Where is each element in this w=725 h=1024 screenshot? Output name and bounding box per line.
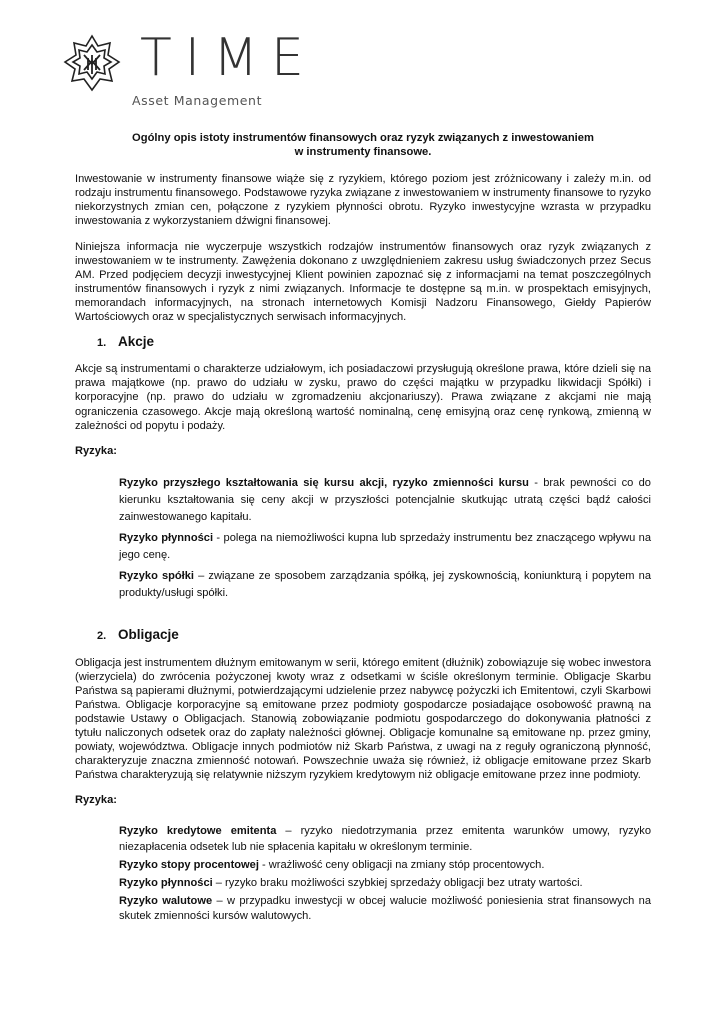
risk-description: – w przypadku inwestycji w obcej walucie możliwość poniesienia strat finansowych na skutek zmienności kursów walutowych. xyxy=(119,895,652,923)
section-number: 1. xyxy=(97,337,107,350)
risks-label: Ryzyka: xyxy=(75,444,117,457)
document-title xyxy=(75,131,651,159)
risk-item xyxy=(119,876,651,891)
intro-paragraph-1: Inwestowanie w instrumenty finansowe wiąże się z ryzykiem, którego poziom jest zróżnicowany i zależy m.in. od rodzaju instrumentu finansowego. Podstawowe ryzyka związane z inwestowaniem w instrumenty finansowe to ryzyko niekorzystnych zmian cen, połączone z ryzykiem płynności obrotu. Ryzyko inwestycyjne wzrasta w przypadku inwestowania z wykorzystaniem dźwigni finansowej. xyxy=(75,173,651,228)
risk-description: – związane ze sposobem zarządzania spółką, jej zyskownością, koniunkturą i popytem na produkty/usługi spółki. xyxy=(119,570,651,600)
risk-description: – ryzyko braku możliwości szybkiej sprzedaży obligacji bez utraty wartości. xyxy=(212,877,583,890)
logo-tagline: Asset Management xyxy=(132,93,263,108)
document-title-line1: Ogólny opis istoty instrumentów finansowych oraz ryzyk związanych z inwestowaniem xyxy=(132,132,594,144)
risk-item xyxy=(119,530,651,564)
risk-description: - polega na niemożliwości kupna lub sprzedaży instrumentu bez znaczącego wpływu na jego cenę. xyxy=(119,532,651,562)
section-title: Obligacje xyxy=(118,627,179,643)
section-obligacje-body: Obligacja jest instrumentem dłużnym emitowanym w serii, którego emitent (dłużnik) zobowiązuje się wobec inwestora (wierzyciela) do zwrócenia pożyczonej kwoty wraz z odsetkami w ściśle określonym terminie. Obligacje Skarbu Państwa są papierami dłużnymi, potwierdzającymi udzielenie przez nabywcę pożyczki ich Emitentowi, czyli Skarbowi Państwa. Obligacje korporacyjne są emitowane przez podmioty gospodarcze posiadające osobowość prawną na podstawie Ustawy o Obligacjach. Stanowią zobowiązanie podmiotu gospodarczego do dokonywania płatności z tytułu naliczonych odsetek oraz do zapłaty należności głównej. Obligacje komunalne są emitowane np. przez gminy, powiaty, województwa. Obligacje innych podmiotów niż Skarb Państwa, z uwagi na z reguły ograniczoną płynność, charakteryzuje znaczna zmienność notowań. Powszechnie uważa się również, iż obligacje emitowane przez Skarb Państwa charakteryzują się relatywnie niższym ryzykiem kredytowym niż obligacje emitowane przez inne podmioty. xyxy=(75,656,651,782)
risk-description: - brak pewności co do kierunku kształtowania się ceny akcji w przyszłości potencjalnie skutkując utratą części bądź całości zainwestowanego kapitału. xyxy=(119,476,651,523)
section-akcje-body: Akcje są instrumentami o charakterze udziałowym, ich posiadaczowi przysługują określone prawa, które dzieli się na prawa majątkowe (np. prawo do udziału w zysku, prawo do części majątku w przypadku likwidacji Spółki) i korporacyjne (np. prawo do udziału w zgromadzeniu akcjonariuszy). Prawa związane z akcjami nie mają ograniczenia czasowego. Akcje mają określoną wartość nominalną, cenę emisyjną oraz cenę rynkową, zmienną w zależności od popytu i podaży. xyxy=(75,363,651,432)
logo-star-icon xyxy=(62,34,122,98)
risk-item xyxy=(119,568,651,602)
company-logo xyxy=(62,28,317,114)
risk-description: - wrażliwość ceny obligacji na zmiany stóp procentowych. xyxy=(258,858,545,871)
intro-paragraph-2: Niniejsza informacja nie wyczerpuje wszystkich rodzajów instrumentów finansowych oraz ryzyk związanych z inwestowaniem w te instrumenty. Zawężenia dokonano z uwzględnieniem zakresu usług świadczonych przez Secus AM. Przed podjęciem decyzji inwestycyjnej Klient powinien zapoznać się z informacjami na temat poszczególnych instrumentów finansowych i ryzyk z nimi związanych. Informacje te dostępne są m.in. w prospektach emisyjnych, memorandach informacyjnych, na stronach internetowych Komisji Nadzoru Finansowego, Giełdy Papierów Wartościowych oraz w specjalistycznych serwisach informacyjnych. xyxy=(75,240,651,324)
risk-name: Ryzyko kredytowe emitenta xyxy=(119,825,277,838)
document-body xyxy=(75,131,651,928)
risk-item xyxy=(119,894,651,924)
risk-name: Ryzyko płynności xyxy=(119,877,213,890)
risk-list-akcje xyxy=(119,475,651,603)
risk-name: Ryzyko spółki xyxy=(119,570,195,583)
risks-label: Ryzyka: xyxy=(75,794,117,807)
risk-name: Ryzyko stopy procentowej xyxy=(119,858,259,871)
risk-item xyxy=(119,475,651,526)
logo-brand-text: TIME xyxy=(140,28,317,88)
risk-name: Ryzyko przyszłego kształtowania się kursu akcji, ryzyko zmienności kursu xyxy=(119,476,529,489)
risk-name: Ryzyko płynności xyxy=(119,532,214,545)
risk-name: Ryzyko walutowe xyxy=(119,895,213,908)
section-heading-obligacje xyxy=(75,628,651,643)
risk-item xyxy=(119,858,651,873)
section-heading-akcje xyxy=(75,335,651,350)
section-number: 2. xyxy=(97,630,107,643)
document-title-line2: w instrumenty finansowe. xyxy=(294,146,432,159)
risk-item xyxy=(119,824,651,854)
risk-list-obligacje xyxy=(119,824,651,924)
section-title: Akcje xyxy=(118,334,155,350)
risk-description: – ryzyko niedotrzymania przez emitenta warunków umowy, ryzyko niezapłacenia odsetek lub nie spłacenia kapitału w określonym terminie. xyxy=(119,825,651,853)
